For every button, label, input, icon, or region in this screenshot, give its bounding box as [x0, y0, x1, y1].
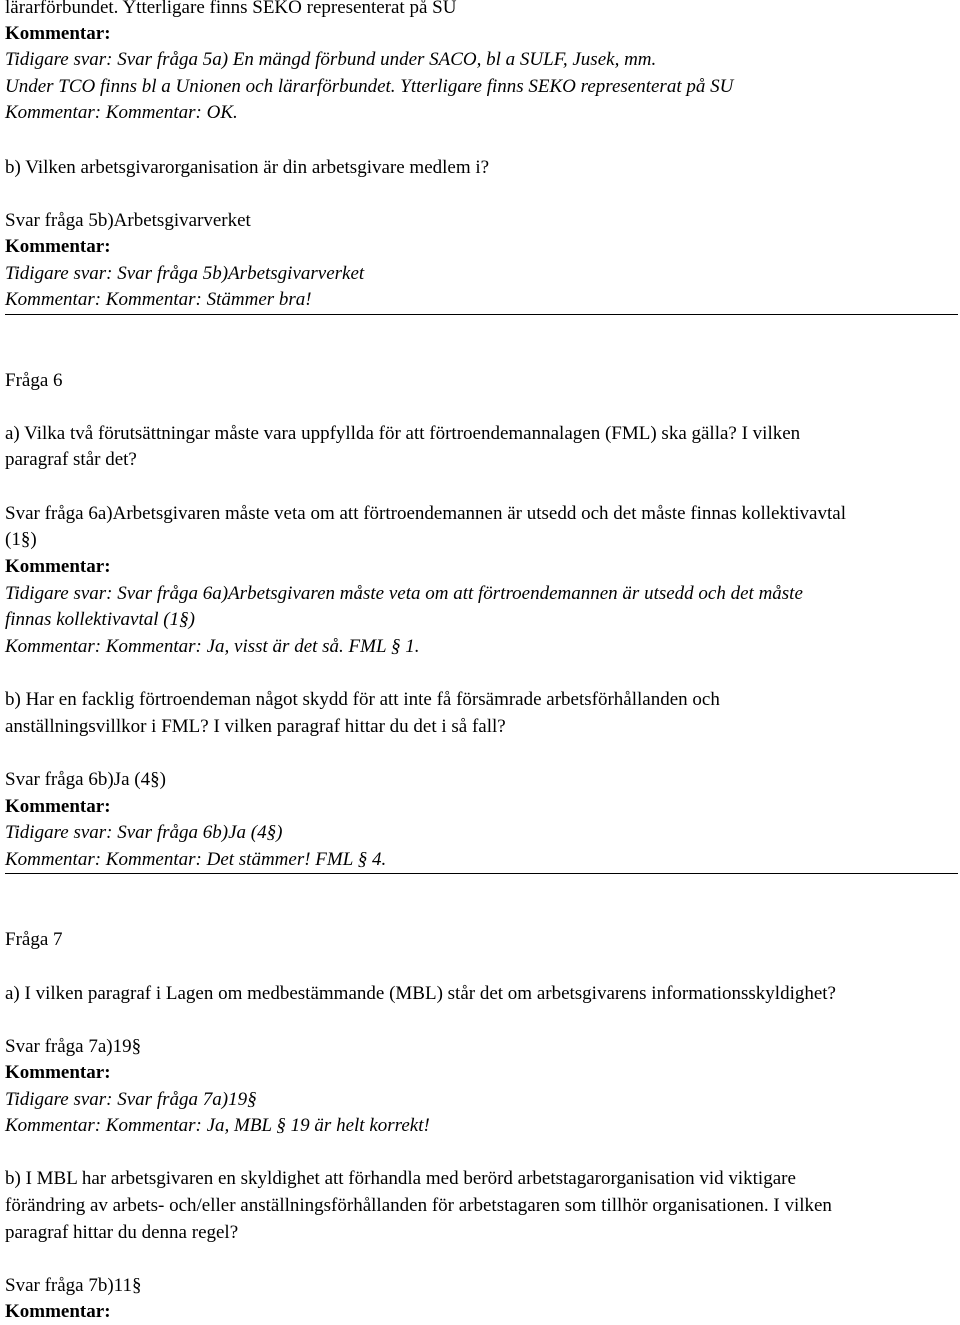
question-6b: anställningsvillkor i FML? I vilken paragraf hittar du det i så fall? — [5, 716, 506, 737]
question-5b: b) Vilken arbetsgivarorganisation är din arbetsgivare medlem i? — [5, 157, 490, 178]
question-6b: b) Har en facklig förtroendeman något skydd för att inte få försämrade arbetsförhållanden och — [5, 689, 720, 710]
question-6a: paragraf står det? — [5, 449, 137, 470]
comment-label: Kommentar: — [5, 1301, 111, 1322]
answer-7a: Svar fråga 7a)19§ — [5, 1036, 142, 1057]
question-7b: paragraf hittar du denna regel? — [5, 1222, 239, 1243]
comment-text: Kommentar: Kommentar: Ja, MBL § 19 är helt korrekt! — [5, 1115, 430, 1136]
question-7a: a) I vilken paragraf i Lagen om medbestämmande (MBL) står det om arbetsgivarens informationsskyldighet? — [5, 983, 836, 1004]
comment-text: Kommentar: Kommentar: Stämmer bra! — [5, 289, 312, 310]
section-divider — [5, 314, 958, 315]
previous-answer: Tidigare svar: Svar fråga 7a)19§ — [5, 1089, 257, 1110]
question-heading-7: Fråga 7 — [5, 929, 63, 950]
comment-label: Kommentar: — [5, 1062, 111, 1083]
comment-label: Kommentar: — [5, 23, 111, 44]
previous-answer: Tidigare svar: Svar fråga 6a)Arbetsgivaren måste veta om att förtroendemannen är utsedd och det måste — [5, 583, 803, 604]
comment-text: Kommentar: Kommentar: Ja, visst är det så. FML § 1. — [5, 636, 420, 657]
section-divider — [5, 873, 958, 874]
comment-label: Kommentar: — [5, 556, 111, 577]
answer-6a: Svar fråga 6a)Arbetsgivaren måste veta om att förtroendemannen är utsedd och det måste finnas kollektivavtal — [5, 503, 846, 524]
answer-5b: Svar fråga 5b)Arbetsgivarverket — [5, 210, 251, 231]
previous-answer: Tidigare svar: Svar fråga 5a) En mängd förbund under SACO, bl a SULF, Jusek, mm. — [5, 49, 657, 70]
question-7b: förändring av arbets- och/eller anställningsförhållanden för arbetstagaren som tillhör organisationen. I vilken — [5, 1195, 832, 1216]
previous-answer: Tidigare svar: Svar fråga 5b)Arbetsgivarverket — [5, 263, 365, 284]
previous-answer: Tidigare svar: Svar fråga 6b)Ja (4§) — [5, 822, 283, 843]
comment-text: Kommentar: Kommentar: Det stämmer! FML § 4. — [5, 849, 387, 870]
question-7b: b) I MBL har arbetsgivaren en skyldighet att förhandla med berörd arbetstagarorganisation vid viktigare — [5, 1168, 796, 1189]
comment-text: Kommentar: Kommentar: OK. — [5, 102, 238, 123]
previous-answer: Under TCO finns bl a Unionen och lärarförbundet. Ytterligare finns SEKO representerat på SU — [5, 76, 734, 97]
continuation-text: lärarförbundet. Ytterligare finns SEKO representerat på SU — [5, 0, 457, 18]
answer-7b: Svar fråga 7b)11§ — [5, 1275, 142, 1296]
answer-6a: (1§) — [5, 529, 37, 550]
comment-label: Kommentar: — [5, 236, 111, 257]
question-6a: a) Vilka två förutsättningar måste vara uppfyllda för att förtroendemannalagen (FML) ska gälla? I vilken — [5, 423, 801, 444]
comment-label: Kommentar: — [5, 796, 111, 817]
answer-6b: Svar fråga 6b)Ja (4§) — [5, 769, 166, 790]
previous-answer: finnas kollektivavtal (1§) — [5, 609, 195, 630]
question-heading-6: Fråga 6 — [5, 370, 63, 391]
